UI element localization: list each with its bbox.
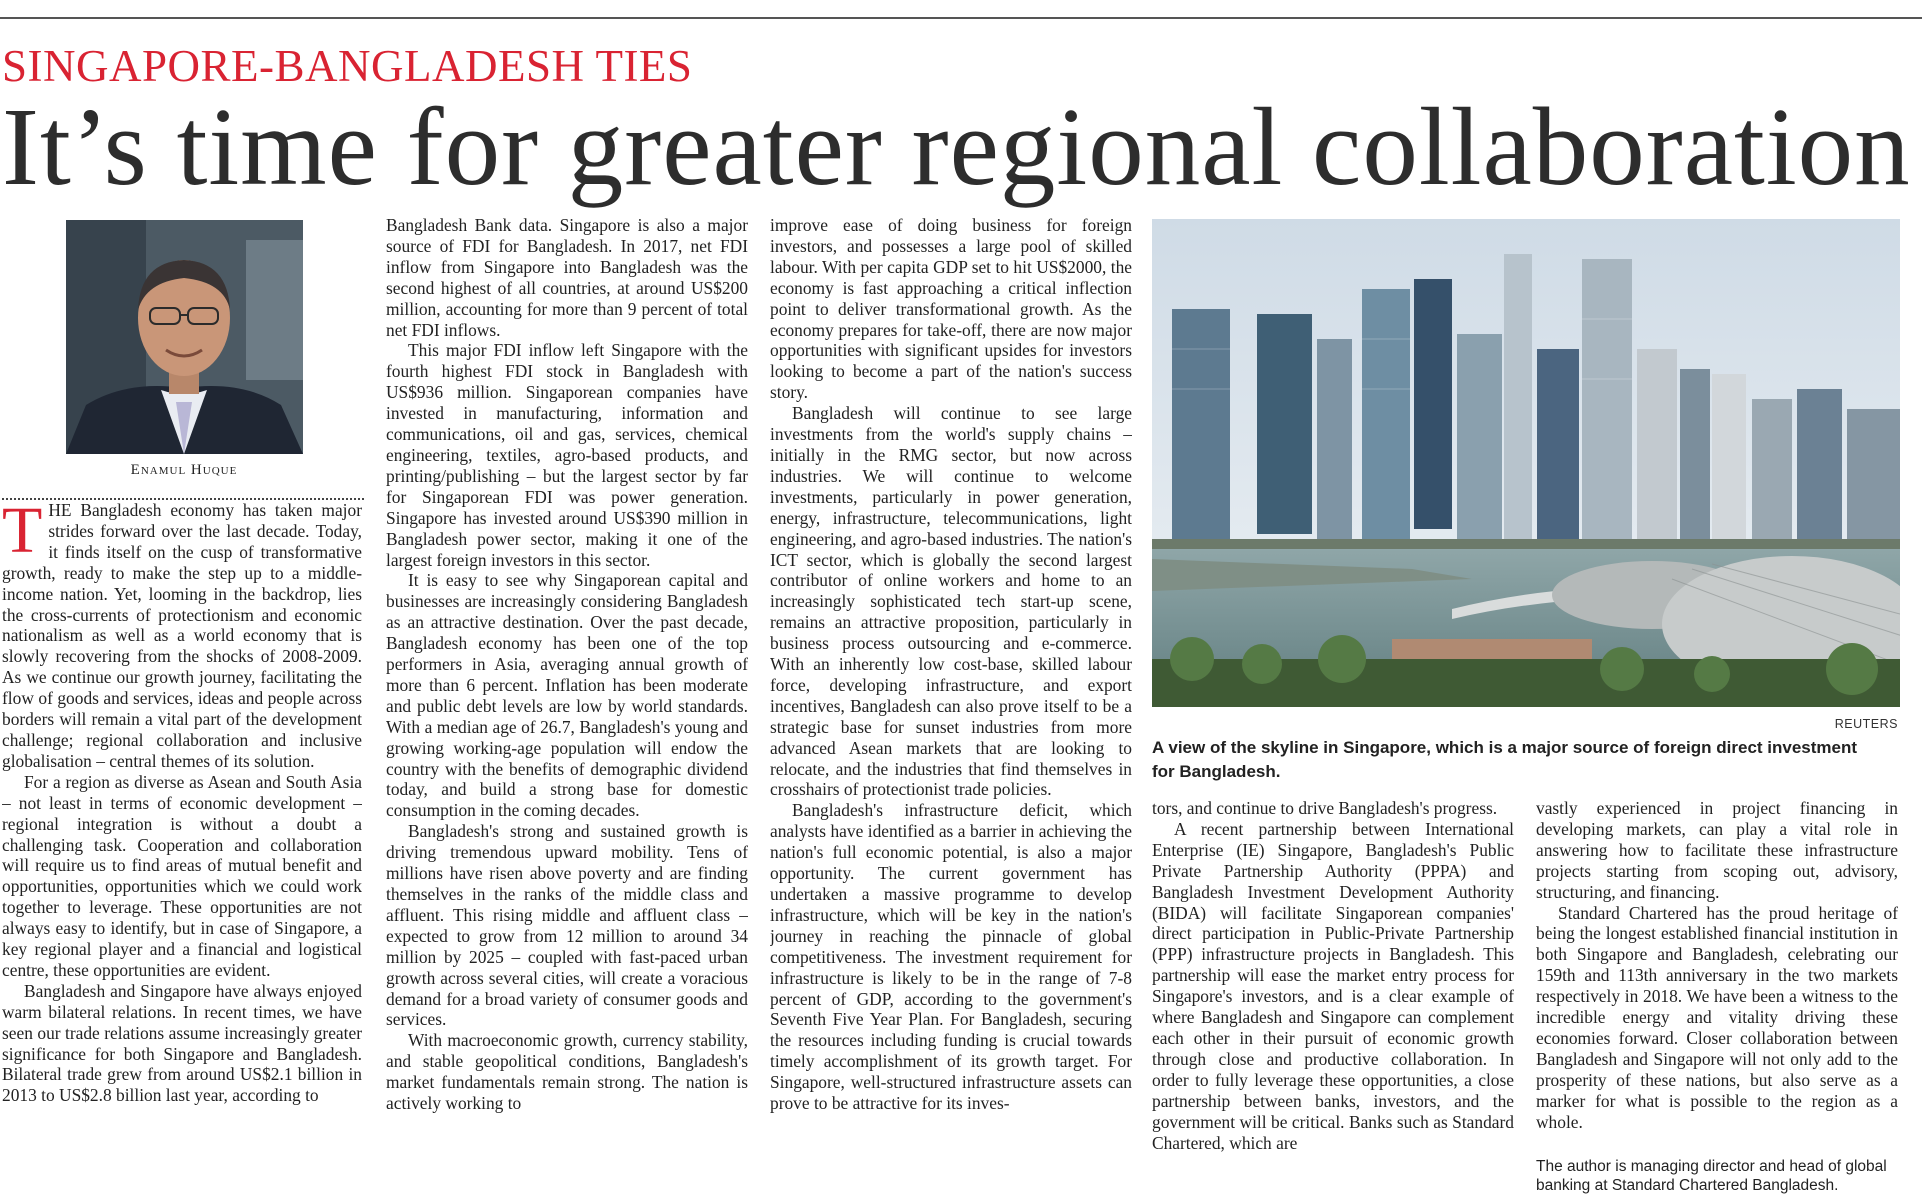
headline: It’s time for greater regional collaboration (2, 86, 1911, 209)
section-kicker: SINGAPORE-BANGLADESH TIES (2, 41, 693, 91)
author-byline: Enamul Huque (130, 462, 238, 478)
article-paragraph: Bangladesh's infrastructure deficit, which analysts have identified as a barrier in achieving the nation's full economic potential, is also a major opportunity. The current government has undertaken a massive programme to develop infrastructure, which will be key in the nation's journey in reaching the pinnacle of global competitiveness. The investment requirement for infrastructure is likely to be in the range of 7-8 percent of GDP, according to the government's Seventh Five Year Plan. For Bangladesh, securing the resources including funding is crucial towards timely accomplishment of its growth target. For Singapore, well-structured infrastructure assets can prove to be attractive for its inves- (770, 800, 1132, 1114)
top-rule (0, 17, 1922, 19)
photo-caption: A view of the skyline in Singapore, which is a major source of foreign direct investment for Bangladesh. (1152, 738, 1858, 781)
article-paragraph: Bangladesh will continue to see large investments from the world's supply chains – initially in the RMG sector, but now across industries. We will continue to welcome investments, particularly in power generation, energy, infrastructure, telecommunications, light engineering, and agro-based industries. The nation's ICT sector, which is globally the second largest contributor of online workers and home to an increasingly sophisticated tech start-up scene, remains an attractive proposition, particularly in business process outsourcing and e-commerce. With an inherently low cost-base, skilled labour force, developing infrastructure, and export incentives, Bangladesh can also prove itself to be a strategic base for sunset industries from more advanced Asean markets that are looking to relocate, and the industries that find themselves in crosshairs of protectionist trade policies. (770, 403, 1132, 800)
article-paragraph: Bangladesh and Singapore have always enjoyed warm bilateral relations. In recent times, we have seen our trade relations assume increasingly greater significance for both Singapore and Bangladesh. Bilateral trade grew from around US$2.1 billion in 2013 to US$2.8 billion last year, according to (2, 980, 362, 1106)
article-column-3 (770, 215, 1132, 1195)
article-column-1 (2, 500, 362, 1195)
article-column-2 (386, 215, 748, 1195)
drop-cap: T (2, 500, 43, 567)
article-paragraph (2, 500, 362, 772)
article-paragraph: Standard Chartered has the proud heritage of being the longest established financial institution in both Singapore and Bangladesh, celebrating our 159th and 113th anniversary in the two markets respectively in 2018. We have been a witness to the incredible energy and vitality driving these economies forward. Closer collaboration between Bangladesh and Singapore will not only add to the prosperity of these nations, but also serve as a marker for what is possible to the region as a whole. (1536, 902, 1898, 1132)
article-paragraph: Bangladesh's strong and sustained growth is driving tremendous upward mobility. Tens of millions have risen above poverty and are finding themselves in the ranks of the middle class and affluent. This rising middle and affluent class – expected to grow from 12 million to around 34 million by 2025 – coupled with fast-paced urban growth across several cities, will create a voracious demand for a broad variety of consumer goods and services. (386, 821, 748, 1030)
article-paragraph: For a region as diverse as Asean and South Asia – not least in terms of economic development – regional integration is without a doubt a challenging task. Cooperation and collaboration will require us to find areas of mutual benefit and opportunities, opportunities which we could work together to leverage. These opportunities are not always easy to identify, but in case of Singapore, a key regional player and a financial and logistical centre, these opportunities are evident. (2, 771, 362, 980)
article-paragraph: vastly experienced in project financing in developing markets, can play a vital role in answering how to facilitate these infrastructure projects starting from scoping out, advisory, structuring, and financing. (1536, 798, 1898, 902)
article-column-5 (1536, 798, 1898, 1195)
author-note: The author is managing director and head of global banking at Standard Chartered Bangladesh. (1536, 1158, 1887, 1194)
article-paragraph: A recent partnership between International Enterprise (IE) Singapore, Bangladesh's Public Private Partnership Authority (PPPA) and Bangladesh Investment Development Authority (BIDA) will facilitate Singaporean companies' direct participation in Public-Private Partnership (PPP) infrastructure projects in Bangladesh. This partnership will ease the market entry process for Singapore's investors, and is a clear example of where Bangladesh and Singapore can complement each other in their pursuit of economic growth through close and productive collaboration. In order to fully leverage these opportunities, a close partnership between banks, investors, and the government will be critical. Banks such as Standard Chartered, which are (1152, 818, 1514, 1153)
author-portrait (66, 220, 303, 454)
article-paragraph: This major FDI inflow left Singapore with the fourth highest FDI stock in Bangladesh with US$936 million. Singaporean companies have invested in manufacturing, information and communications, oil and gas, services, chemical engineering, textiles, agro-based products, and printing/publishing – but the largest sector by far for Singaporean FDI was power generation. Singapore has invested around US$390 million in Bangladesh power sector, making it one of the largest foreign investors in this sector. (386, 340, 748, 570)
article-paragraph: With macroeconomic growth, currency stability, and stable geopolitical conditions, Bangladesh's market fundamentals remain strong. The nation is actively working to (386, 1030, 748, 1114)
article-paragraph: tors, and continue to drive Bangladesh's progress. (1152, 798, 1498, 818)
article-column-4 (1152, 798, 1514, 1195)
photo-credit: REUTERS (1834, 717, 1898, 731)
article-paragraph: It is easy to see why Singaporean capital and businesses are increasingly considering Bangladesh as an attractive destination. Over the past decade, Bangladesh economy has been one of the top performers in Asia, averaging annual growth of more than 6 percent. Inflation has been moderate and public debt levels are low by world standards. With a median age of 26.7, Bangladesh's young and growing working-age population will endow the country with the benefits of demographic dividend today, and build a strong base for domestic consumption in the coming decades. (386, 570, 748, 821)
article-paragraph: Bangladesh Bank data. Singapore is also a major source of FDI for Bangladesh. In 2017, net FDI inflow from Singapore into Bangladesh was the second highest of all countries, at around US$200 million, accounting for more than 9 percent of total net FDI inflows. (386, 215, 748, 340)
singapore-skyline-photo (1152, 219, 1900, 707)
paragraph-text: HE Bangladesh economy has taken major strides forward over the last decade. Today, it finds itself on the cusp of transformative growth, ready to make the step up to a middle-income nation. Yet, looming in the backdrop, lies the cross-currents of protectionism and economic nationalism as well as a world economy that is slowly recovering from the shocks of 2008-2009. As we continue our growth journey, facilitating the flow of goods and services, ideas and people across borders will remain a vital part of the development challenge; regional collaboration and inclusive globalisation – central themes of its solution. (2, 500, 362, 771)
article-paragraph: improve ease of doing business for foreign investors, and possesses a large pool of skilled labour. With per capita GDP set to hit US$2000, the economy is fast approaching a critical inflection point to deliver transformational growth. As the economy prepares for take-off, there are now major opportunities with significant upsides for investors looking to become a part of the nation's success story. (770, 215, 1132, 403)
